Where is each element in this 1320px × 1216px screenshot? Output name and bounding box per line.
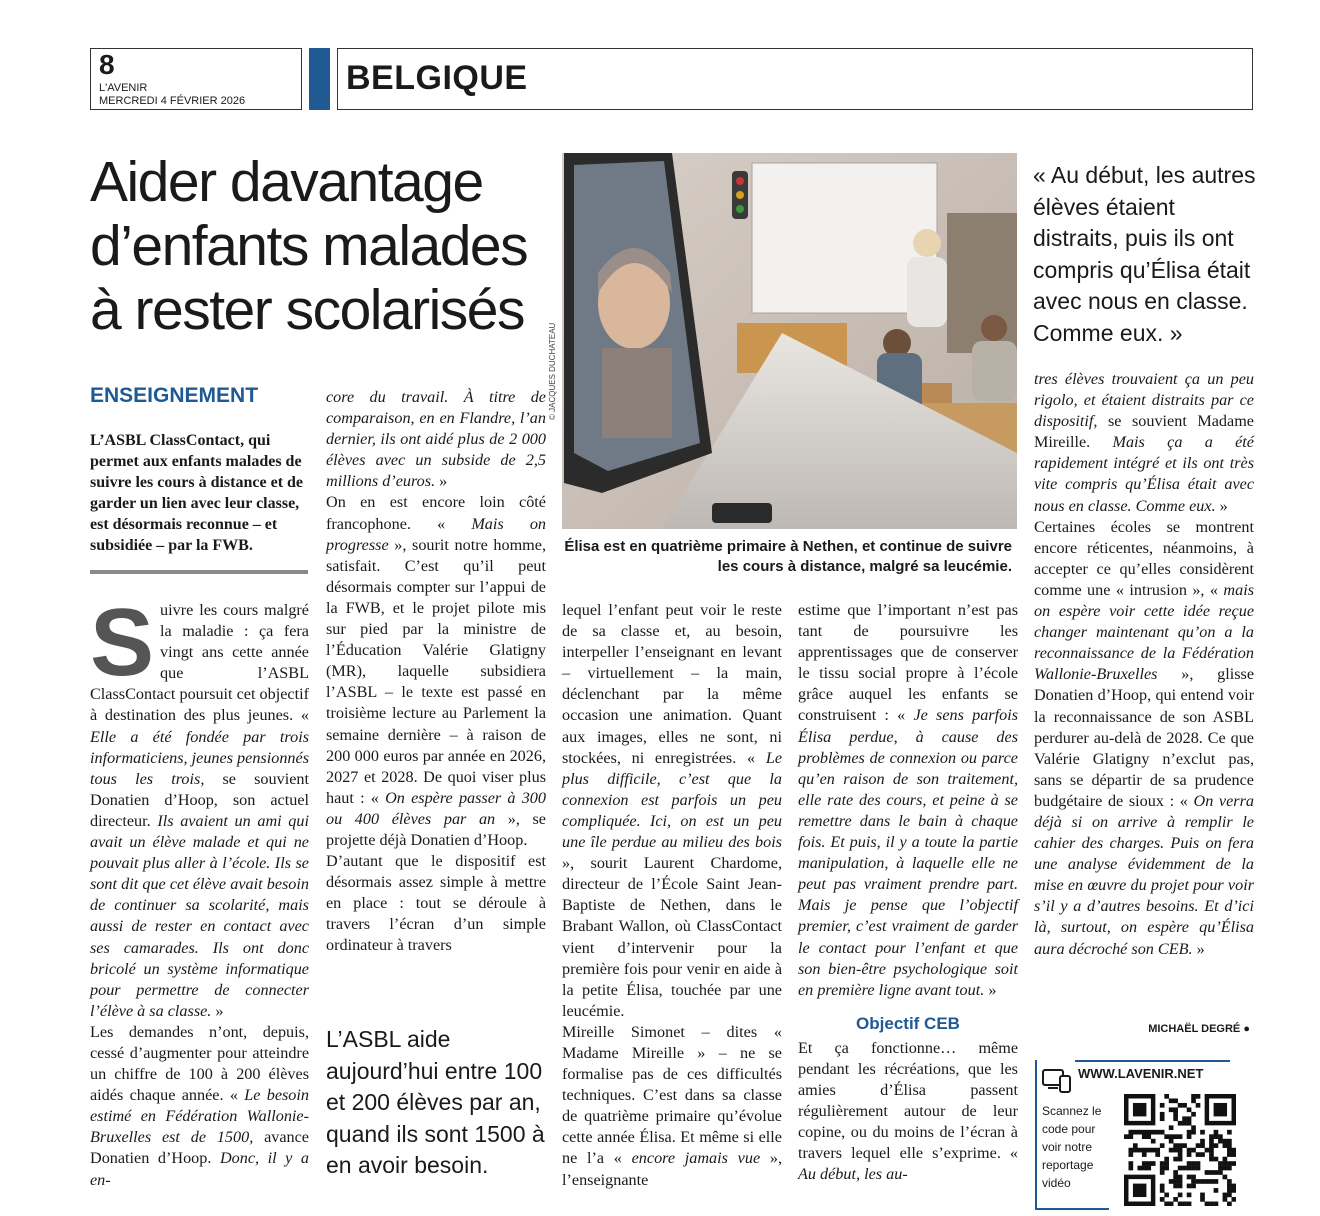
article-column-4 (798, 600, 1018, 1186)
body-text: » (984, 980, 997, 999)
body-text: Certaines écoles se montrent encore réticentes, néanmoins, à accepter ce qu’elles considèrent comme une « intrusion », « (1034, 517, 1254, 599)
photo-caption: Élisa est en quatrième primaire à Nethen, et continue de suivre les cours à distance, malgré sa leucémie. (564, 538, 1012, 575)
quote-text: Ils avaient un ami qui avait un élève malade et qui ne pouvait plus aller à l’école. Ils se sont dit que cet élève avait besoin de continuer sa scolarité, mais aussi de rester en contact avec ses camarades. Ils ont donc bricolé un système informatique pour permettre de connecter l’élève à sa classe. (90, 811, 309, 1020)
body-text: » (1215, 496, 1228, 515)
article-column-5 (1034, 369, 1254, 960)
body-text: », se projette déjà Donatien d’Hoop. (326, 809, 546, 849)
headline-line: à rester scolarisés (90, 278, 524, 342)
quote-text: On verra déjà si on arrive à remplir le cahier des charges. Puis on fera une analyse évidemment de la mise en œuvre du projet pour voir s’il y a d’autres besoins. Et d’ici là, surtout, on espère qu’Élisa aura décroché son CEB. (1034, 791, 1254, 958)
section-accent-bar (309, 48, 330, 110)
web-box-top-rule (1075, 1060, 1230, 1062)
subheading: Objectif CEB (856, 1013, 960, 1033)
article-column-1 (90, 589, 309, 1191)
quote-text: core du travail. À titre de comparaison, en en Flandre, l’an dernier, ils ont aidé plus de 2 000 élèves avec un subside de 2,5 millions d’euros. (326, 388, 546, 491)
qr-code-icon[interactable] (1124, 1094, 1236, 1206)
photo-credit: © JACQUES DUCHATEAU (548, 322, 557, 420)
body-text: », l’enseignante (562, 1149, 783, 1189)
quote-text: Le plus difficile, c’est que la connexion est parfois un peu compliquée. Ici, on est un peu une île perdue au milieu des bois (562, 748, 782, 852)
article-column-3 (562, 600, 782, 1191)
page-number: 8 (99, 49, 115, 80)
body-text: lequel l’enfant peut voir le reste de sa classe et, au besoin, interpeller l’enseignant en levant – virtuellement – la main, déclenchant par la même occasion une animation. Quant aux images, elles ne sont, ni stockées, ni enregistrées. « (562, 601, 782, 767)
body-text: », glisse Donatien d’Hoop, qui entend voir la reconnaissance de son ASBL perdurer au-delà de 2028. Ce que Valérie Glatigny n’exclut pas, sans se départir de sa prudence budgétaire de sioux : « (1034, 665, 1254, 810)
qr-instructions: Scannez le code pour voir notre reportage vidéo (1042, 1104, 1102, 1190)
article-headline (90, 150, 560, 342)
headline-line: d’enfants malades (90, 214, 528, 278)
publication-name: L'AVENIR (99, 82, 148, 94)
drop-cap: S (90, 589, 155, 696)
pull-quote-bottom: L’ASBL aide aujourd’hui entre 100 et 200 élèves par an, quand ils sont 1500 à en avoir besoin. (326, 1026, 545, 1178)
lead-divider (90, 570, 308, 574)
body-text: », sourit notre homme, satisfait. C’est qu’il peut désormais compter sur l’appui de la FWB, et le projet pilote mis sur pied par la ministre de l’Éducation Valérie Glatigny (MR), laquelle subsidiera l’ASBL – le texte est passé en troisième lecture au Parlement la semaine dernière – à raison de 200 000 euros par année en 2026, 2027 et 2028. De quoi viser plus haut : « (326, 535, 546, 807)
quote-text: Le besoin estimé en Fédération Wallonie-Bruxelles est de 1500, (90, 1086, 309, 1147)
quote-text: Je sens parfois Élisa perdue, à cause des problèmes de connexion ou parce qu’en raison de son traitement, elle rate des cours, et peine à se remettre dans le bain à chaque fois. Et puis, il y a toute la partie manipulation, à laquelle elle ne peut pas vraiment prendre part. Mais je pense que l’objectif premier, c’est vraiment de garder le contact pour l’enfant et que son bien-être psychologique soit en première ligne avant tout. (798, 706, 1018, 999)
quote-text: Mais on progresse (326, 514, 547, 554)
body-text: », sourit Laurent Chardome, directeur de l’École Saint Jean-Baptiste de Nethen, dans le Brabant Wallon, où ClassContact vient d’intervenir pour la première fois pour venir en aide à la petite Élisa, touchée par une leucémie. (562, 854, 782, 1020)
body-text: se souvient Madame Mireille. (1034, 412, 1254, 452)
pull-quote-top: « Au début, les autres élèves étaient distraits, puis ils ont compris qu’Élisa était avec nous en classe. Comme eux. » (1033, 162, 1256, 346)
body-text: Les demandes n’ont, depuis, cessé d’augmenter pour atteindre un chiffre de 100 à 200 élèves aidés chaque année. « (90, 1022, 309, 1105)
body-text: estime que l’important n’est pas tant de poursuivre les apprentissages que de conserver le tissu social propre à l’école grâce auquel les enfants se construisent : « (798, 601, 1018, 725)
body-text: » (435, 472, 448, 491)
body-text: » (1192, 939, 1205, 958)
body-text: D’autant que le dispositif est désormais assez simple à mettre en place : tout se déroule à travers l’écran d’un simple ordinateur à travers (326, 852, 546, 955)
article-photo (562, 153, 1017, 529)
quote-text: Elle a été fondée par trois informaticiens, jeunes pensionnés tous les trois, (90, 727, 309, 788)
publication-date: MERCREDI 4 FÉVRIER 2026 (99, 95, 246, 107)
body-text: se souvient Donatien d’Hoop, son actuel directeur. (90, 769, 309, 830)
body-text: avance Donatien d’Hoop. (90, 1128, 309, 1168)
quote-text: Donc, il y a en- (90, 1149, 309, 1189)
article-kicker: ENSEIGNEMENT (90, 384, 259, 407)
quote-text: On espère passer à 300 ou 400 élèves par an (326, 788, 546, 828)
body-text: Et ça fonctionne… même pendant les récréations, que les amies d’Élisa passent régulièrement autour de leur copine, ou du moins de l’écran à travers lequel elle s’exprime. « (798, 1038, 1018, 1163)
page-info-box (90, 48, 302, 110)
quote-text: mais on espère voir cette idée reçue changer maintenant qu’on a la reconnaissance de la Fédération Wallonie-Bruxelles (1034, 580, 1254, 684)
article-lead: L’ASBL ClassContact, qui permet aux enfants malades de suivre les cours à distance et de garder un lien avec leur classe, est désormais reconnue – et subsidiée – par la FWB. (90, 432, 304, 554)
person-icon: ● (1243, 1023, 1250, 1035)
article-column-2 (326, 387, 546, 957)
quote-text: encore jamais vue (631, 1149, 761, 1168)
author-name: MICHAËL DEGRÉ (1148, 1023, 1241, 1035)
author-byline (1040, 1023, 1250, 1035)
section-box (337, 48, 1253, 110)
body-text: uivre les cours malgré la maladie : ça fera vingt ans cette année que l’ASBL ClassContact poursuit cet objectif à destination des plus jeunes. « (90, 601, 309, 725)
body-text: Mireille Simonet – dites « Madame Mireille » – ne se formalise pas de ces difficultés techniques. C’est dans sa classe de quatrième primaire qu’évolue cette année Élisa. Et même si elle ne l’a « (562, 1022, 782, 1168)
classroom-photo (562, 153, 1017, 529)
quote-text: Au début, les au- (798, 1165, 908, 1184)
body-text: On en est encore loin côté francophone. « (326, 493, 546, 533)
quote-text: Mais ça a été rapidement intégré et ils ont très vite compris qu’Élisa était avec nous en classe. Comme eux. (1034, 433, 1254, 515)
quote-text: tres élèves trouvaient ça un peu rigolo, et étaient distraits par ce dispositif, (1034, 370, 1254, 431)
devices-icon (1042, 1068, 1072, 1099)
body-text: » (211, 1001, 224, 1020)
section-title: BELGIQUE (346, 59, 528, 97)
headline-line: Aider davantage (90, 150, 483, 214)
website-link[interactable]: WWW.LAVENIR.NET (1078, 1066, 1204, 1081)
